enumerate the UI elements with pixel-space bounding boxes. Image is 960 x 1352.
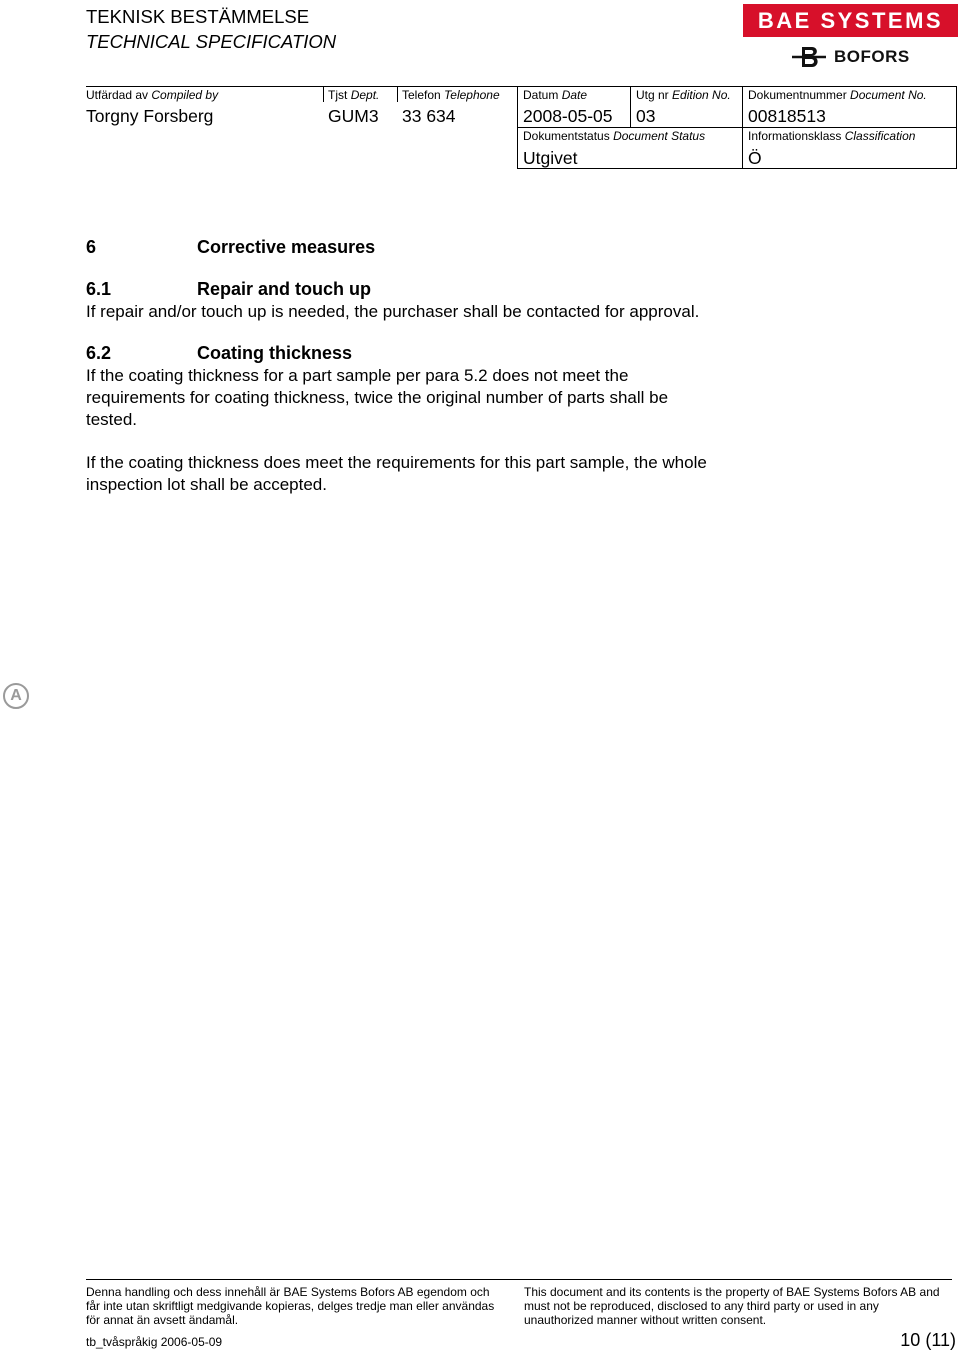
document-number-value: 00818513 <box>748 106 826 126</box>
dept-label: Tjst Dept. <box>328 88 380 102</box>
page-number: 10 (11) <box>900 1330 956 1350</box>
classification-label: Informationsklass Classification <box>748 129 916 143</box>
subsection-title: Repair and touch up <box>197 279 372 299</box>
footer-line: must not be reproduced, disclosed to any third party or used in any <box>524 1299 879 1313</box>
telephone-value: 33 634 <box>402 106 456 126</box>
subsection-heading-repair <box>86 279 371 300</box>
compiled-by-value: Torgny Forsberg <box>86 106 214 126</box>
subsection-number: 6.2 <box>86 343 112 363</box>
compiled-by-label: Utfärdad av Compiled by <box>86 88 219 102</box>
text-line: tested. <box>86 410 138 429</box>
footer-line: får inte utan skriftligt medgivande kopieras, delges tredje man eller användas <box>86 1299 495 1313</box>
text-line: If the coating thickness does meet the requirements for this part sample, the whole <box>86 453 707 472</box>
divider <box>397 86 398 102</box>
document-type-title-sv: TEKNISK BESTÄMMELSE <box>86 6 310 27</box>
footer-line: Denna handling och dess innehåll är BAE Systems Bofors AB egendom och <box>86 1285 490 1299</box>
dept-value: GUM3 <box>328 106 379 126</box>
divider <box>323 86 324 102</box>
edition-stamp-icon: A <box>3 683 29 709</box>
bae-systems-logo: BAE SYSTEMS <box>743 4 958 37</box>
edition-value: 03 <box>636 106 656 126</box>
divider <box>956 86 957 169</box>
section-number: 6 <box>86 237 97 257</box>
footer-rule <box>86 1279 952 1280</box>
footer-line: för annat än avsett ändamål. <box>86 1313 239 1327</box>
template-id: tb_tvåspråkig 2006-05-09 <box>86 1335 223 1349</box>
document-status-value: Utgivet <box>523 148 578 168</box>
subsection-number: 6.1 <box>86 279 112 299</box>
subsection-heading-coating <box>86 343 352 364</box>
document-type-title-en: TECHNICAL SPECIFICATION <box>86 31 337 52</box>
subsection-title: Coating thickness <box>197 343 353 363</box>
footer-line: unauthorized manner without written consent. <box>524 1313 767 1327</box>
header-bottom-rule <box>517 168 957 169</box>
bofors-logo <box>790 44 910 70</box>
text-line: inspection lot shall be accepted. <box>86 475 327 494</box>
header-middle-rule <box>517 127 957 128</box>
divider <box>742 86 743 169</box>
divider <box>517 86 518 169</box>
text-line: If the coating thickness for a part sample per para 5.2 does not meet the <box>86 366 629 385</box>
coating-paragraph-2 <box>86 452 707 496</box>
section-heading <box>86 237 375 258</box>
footer-notice-sv <box>86 1285 494 1327</box>
telephone-label: Telefon Telephone <box>402 88 500 102</box>
date-value: 2008-05-05 <box>523 106 613 126</box>
coating-paragraph-1 <box>86 365 668 431</box>
footer-notice-en <box>524 1285 940 1327</box>
section-title: Corrective measures <box>197 237 376 257</box>
divider <box>630 86 631 127</box>
bofors-b-icon <box>790 44 828 70</box>
text-line: requirements for coating thickness, twice the original number of parts shall be <box>86 388 669 407</box>
header-top-rule <box>86 86 957 87</box>
classification-value: Ö <box>748 148 762 168</box>
repair-paragraph: If repair and/or touch up is needed, the purchaser shall be contacted for approval. <box>86 302 700 321</box>
footer-line: This document and its contents is the property of BAE Systems Bofors AB and <box>524 1285 940 1299</box>
edition-label: Utg nr Edition No. <box>636 88 731 102</box>
document-status-label: Dokumentstatus Document Status <box>523 129 706 143</box>
date-label: Datum Date <box>523 88 588 102</box>
bofors-logo-text: BOFORS <box>834 47 910 66</box>
document-number-label: Dokumentnummer Document No. <box>748 88 927 102</box>
